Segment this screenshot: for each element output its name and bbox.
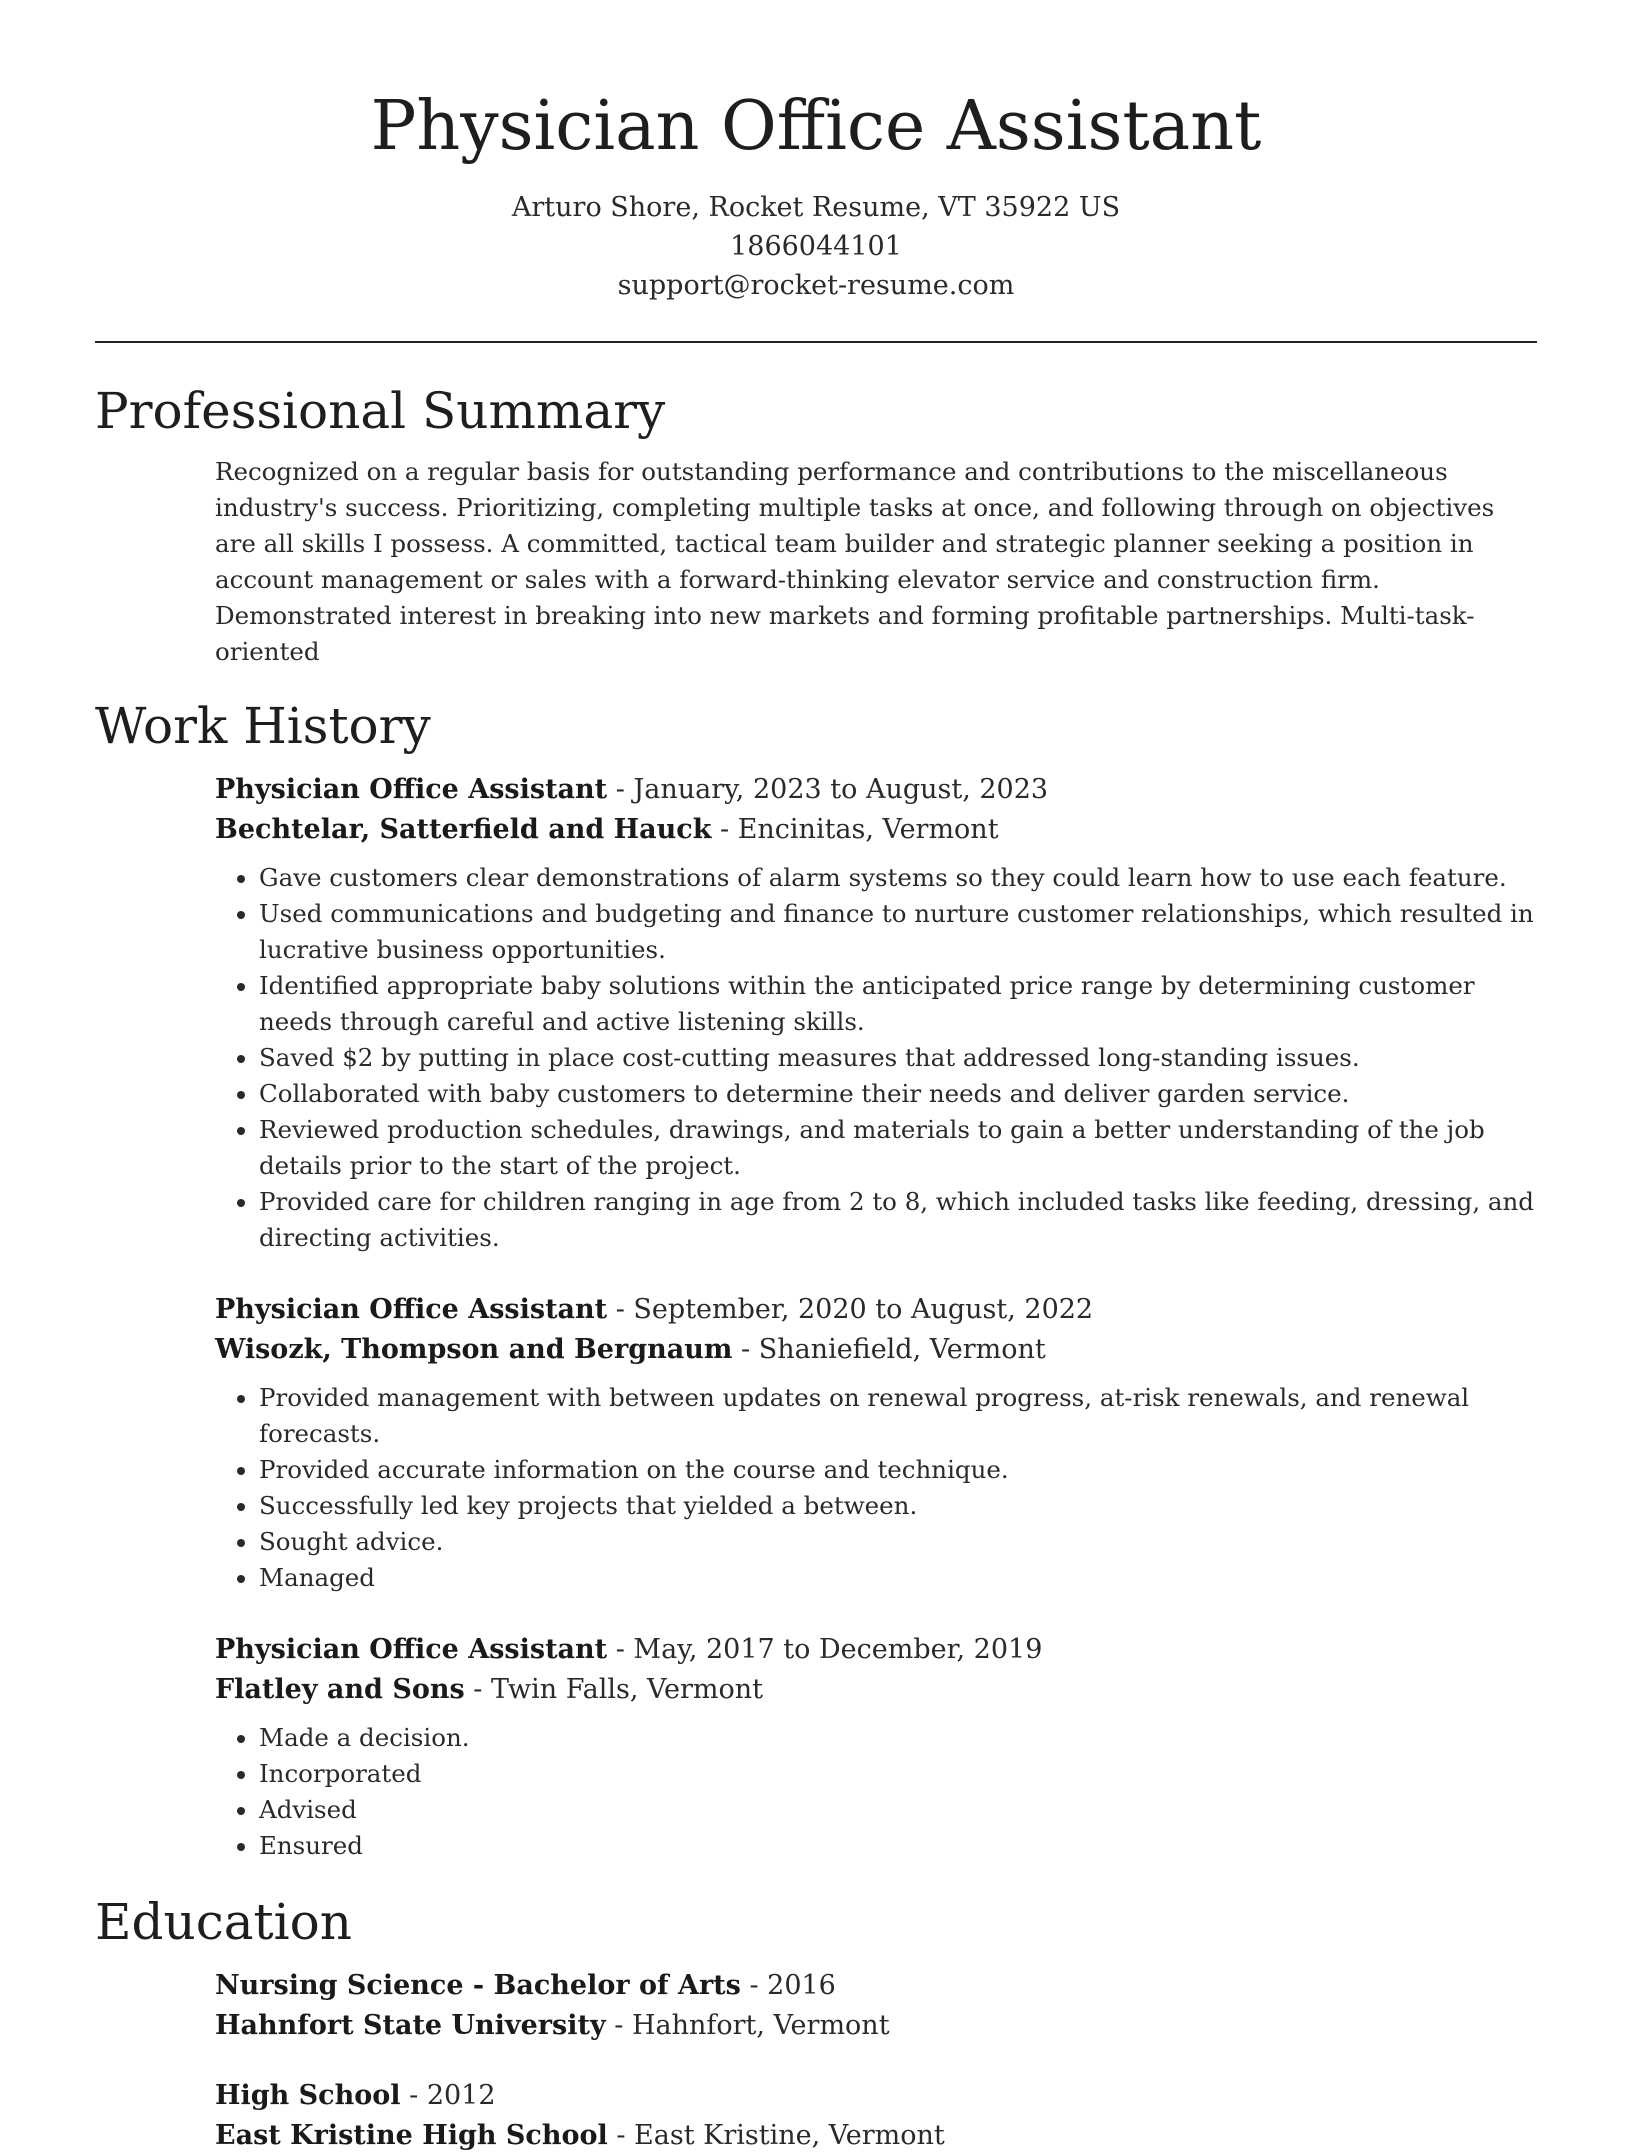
education-degree: Nursing Science - Bachelor of Arts (215, 1970, 741, 2001)
education-degree: High School (215, 2080, 401, 2111)
summary-section (95, 454, 1537, 670)
job-location: - Twin Falls, Vermont (464, 1674, 764, 1705)
education-year: - 2012 (400, 2080, 496, 2111)
education-school-line (215, 2006, 1537, 2046)
job-dates: - September, 2020 to August, 2022 (607, 1294, 1094, 1325)
education-location: - East Kristine, Vermont (607, 2120, 945, 2151)
work-history-heading: Work History (95, 697, 431, 755)
education-degree-line (215, 1966, 1537, 2006)
summary-heading: Professional Summary (95, 382, 666, 440)
job-bullet: • Made a decision. (259, 1720, 1537, 1756)
job-entry (215, 770, 1537, 1256)
job-bullets (215, 1380, 1537, 1596)
job-bullet: • Successfully led key projects that yielded a between. (259, 1488, 1537, 1524)
job-title-line (215, 1630, 1537, 1670)
education-degree-line (215, 2076, 1537, 2116)
education-school: East Kristine High School (215, 2120, 608, 2151)
job-bullet: • Advised (259, 1792, 1537, 1828)
job-company-line (215, 1330, 1537, 1370)
education-heading: Education (95, 1893, 352, 1951)
candidate-name: Physician Office Assistant (370, 87, 1262, 166)
job-bullet: • Gave customers clear demonstrations of alarm systems so they could learn how to use each feature. (259, 860, 1537, 896)
education-entry (215, 1966, 1537, 2046)
job-position: Physician Office Assistant (215, 1294, 608, 1325)
job-bullet: • Reviewed production schedules, drawings, and materials to gain a better understanding of the job details prior to the start of the project. (259, 1112, 1537, 1184)
job-position: Physician Office Assistant (215, 1634, 608, 1665)
job-company-line (215, 810, 1537, 850)
job-company-line (215, 1670, 1537, 1710)
resume-header (95, 0, 1537, 305)
job-entry (215, 1630, 1537, 1864)
job-entry (215, 1290, 1537, 1596)
job-bullet: • Sought advice. (259, 1524, 1537, 1560)
job-bullets (215, 860, 1537, 1256)
contact-address: Arturo Shore, Rocket Resume, VT 35922 US (511, 192, 1121, 223)
education-school-line (215, 2116, 1537, 2156)
job-location: - Encinitas, Vermont (711, 814, 999, 845)
job-bullets (215, 1720, 1537, 1864)
header-divider (95, 341, 1537, 343)
contact-phone: 1866044101 (730, 231, 902, 262)
job-dates: - May, 2017 to December, 2019 (607, 1634, 1043, 1665)
job-company: Flatley and Sons (215, 1674, 465, 1705)
education-entry (215, 2076, 1537, 2156)
education-section (95, 1966, 1537, 2156)
job-bullet: • Collaborated with baby customers to determine their needs and deliver garden service. (259, 1076, 1537, 1112)
job-company: Bechtelar, Satterfield and Hauck (215, 814, 712, 845)
job-position: Physician Office Assistant (215, 774, 608, 805)
job-location: - Shaniefield, Vermont (732, 1334, 1046, 1365)
job-bullet: • Provided management with between updates on renewal progress, at-risk renewals, and renewal forecasts. (259, 1380, 1537, 1452)
education-year: - 2016 (740, 1970, 836, 2001)
job-bullet: • Used communications and budgeting and finance to nurture customer relationships, which resulted in lucrative business opportunities. (259, 896, 1537, 968)
job-bullet: • Provided accurate information on the course and technique. (259, 1452, 1537, 1488)
job-bullet: • Managed (259, 1560, 1537, 1596)
job-bullet: • Ensured (259, 1828, 1537, 1864)
job-title-line (215, 770, 1537, 810)
job-bullet: • Incorporated (259, 1756, 1537, 1792)
education-school: Hahnfort State University (215, 2010, 606, 2041)
contact-info (95, 188, 1537, 305)
job-company: Wisozk, Thompson and Bergnaum (215, 1334, 733, 1365)
job-dates: - January, 2023 to August, 2023 (607, 774, 1049, 805)
job-title-line (215, 1290, 1537, 1330)
contact-email: support@rocket-resume.com (617, 270, 1015, 301)
job-bullet: • Provided care for children ranging in age from 2 to 8, which included tasks like feeding, dressing, and directing activities. (259, 1184, 1537, 1256)
education-location: - Hahnfort, Vermont (605, 2010, 890, 2041)
summary-text: Recognized on a regular basis for outstanding performance and contributions to the miscellaneous industry's success. Prioritizing, completing multiple tasks at once, and following through on objectives are all skills I possess. A committed, tactical team builder and strategic planner seeking a position in account management or sales with a forward-thinking elevator service and construction firm. Demonstrated interest in breaking into new markets and forming profitable partnerships. Multi-task-oriented (215, 457, 1495, 666)
job-bullet: • Saved $2 by putting in place cost-cutting measures that addressed long-standing issues. (259, 1040, 1537, 1076)
work-history-section (95, 770, 1537, 1864)
job-bullet: • Identified appropriate baby solutions within the anticipated price range by determining customer needs through careful and active listening skills. (259, 968, 1537, 1040)
